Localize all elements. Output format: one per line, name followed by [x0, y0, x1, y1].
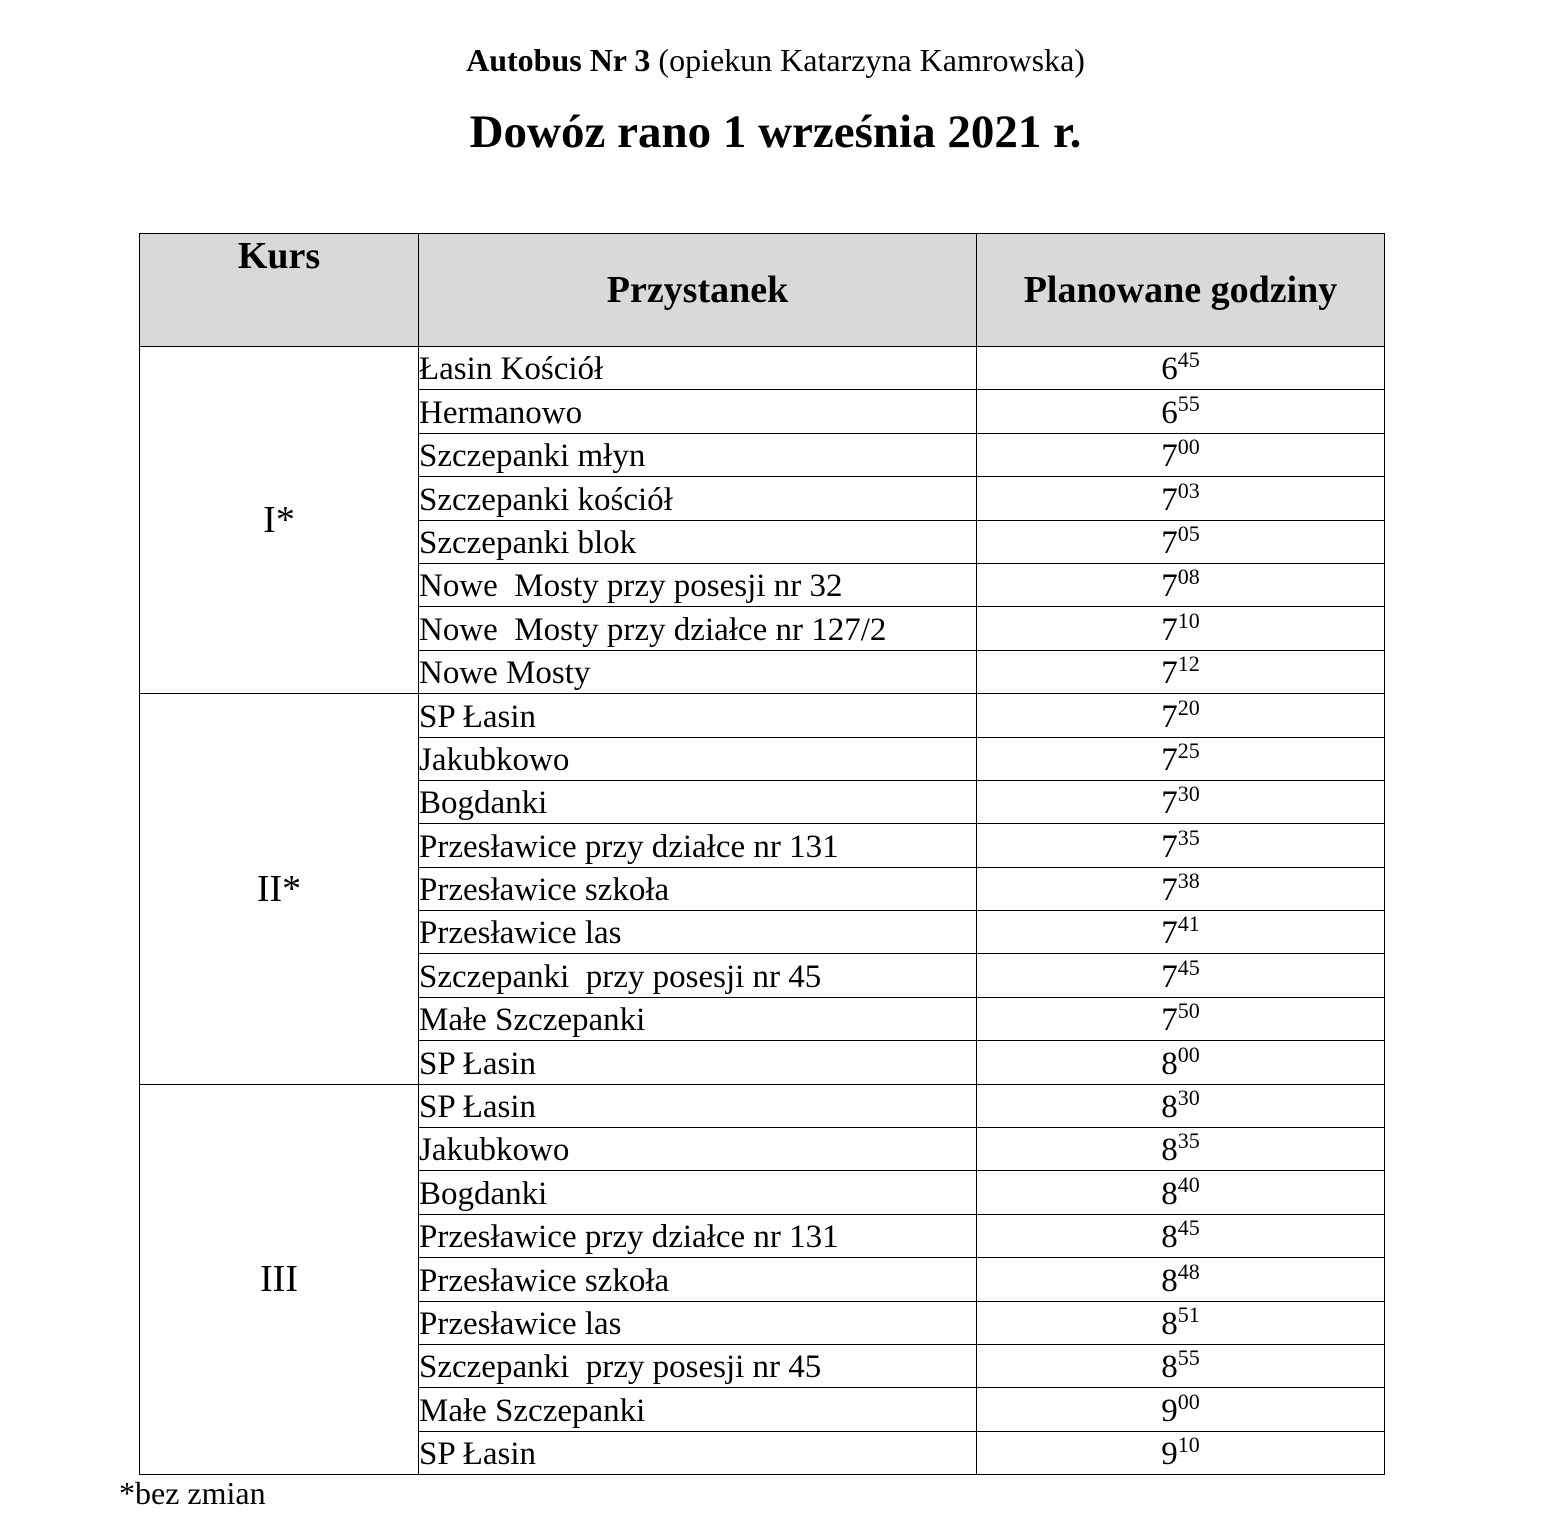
- planned-time: [977, 347, 1385, 390]
- time-minute: 55: [1177, 1345, 1200, 1371]
- time-minute: 35: [1177, 1128, 1200, 1154]
- planned-time: [977, 737, 1385, 780]
- column-header-przystanek: Przystanek: [419, 234, 977, 347]
- stop-name: Przesławice szkoła: [419, 867, 977, 910]
- time-hour: 8: [1161, 1305, 1178, 1342]
- time-hour: 7: [1161, 568, 1178, 605]
- time-hour: 8: [1161, 1349, 1178, 1386]
- time-hour: 6: [1161, 394, 1178, 431]
- schedule-table: [139, 233, 1385, 1475]
- stop-name: Bogdanki: [419, 1171, 977, 1214]
- stop-name: Bogdanki: [419, 780, 977, 823]
- table-row: [140, 347, 1385, 390]
- time-hour: 7: [1161, 915, 1178, 952]
- time-hour: 7: [1161, 872, 1178, 909]
- time-hour: 7: [1161, 611, 1178, 648]
- course-label: III: [140, 1084, 419, 1475]
- stop-name: Przesławice las: [419, 911, 977, 954]
- bus-subtitle: [0, 42, 1551, 79]
- time-minute: 41: [1177, 911, 1200, 937]
- planned-time: [977, 1214, 1385, 1257]
- time-hour: 7: [1161, 741, 1178, 778]
- stop-name: Szczepanki młyn: [419, 433, 977, 476]
- time-minute: 00: [1177, 434, 1200, 460]
- stop-name: SP Łasin: [419, 694, 977, 737]
- stop-name: Przesławice szkoła: [419, 1258, 977, 1301]
- time-minute: 00: [1177, 1041, 1200, 1067]
- time-minute: 08: [1177, 564, 1200, 590]
- time-minute: 30: [1177, 1085, 1200, 1111]
- time-minute: 00: [1177, 1388, 1200, 1414]
- planned-time: [977, 477, 1385, 520]
- footnote: *bez zmian: [119, 1475, 266, 1511]
- time-hour: 8: [1161, 1175, 1178, 1212]
- time-minute: 30: [1177, 781, 1200, 807]
- stop-name: Szczepanki przy posesji nr 45: [419, 1344, 977, 1387]
- time-hour: 7: [1161, 655, 1178, 692]
- planned-time: [977, 694, 1385, 737]
- time-hour: 9: [1161, 1392, 1178, 1429]
- time-hour: 9: [1161, 1436, 1178, 1473]
- planned-time: [977, 1431, 1385, 1474]
- time-minute: 55: [1177, 390, 1200, 416]
- time-minute: 20: [1177, 694, 1200, 720]
- planned-time: [977, 911, 1385, 954]
- planned-time: [977, 607, 1385, 650]
- schedule-body: [140, 347, 1385, 1475]
- time-hour: 8: [1161, 1089, 1178, 1126]
- time-hour: 7: [1161, 698, 1178, 735]
- time-hour: 7: [1161, 1002, 1178, 1039]
- guardian-label: (opiekun Katarzyna Kamrowska): [658, 42, 1085, 78]
- time-minute: 48: [1177, 1258, 1200, 1284]
- stop-name: Szczepanki kościół: [419, 477, 977, 520]
- planned-time: [977, 1084, 1385, 1127]
- time-hour: 7: [1161, 481, 1178, 518]
- table-header-row: [140, 234, 1385, 347]
- time-minute: 40: [1177, 1171, 1200, 1197]
- planned-time: [977, 780, 1385, 823]
- time-minute: 25: [1177, 737, 1200, 763]
- stop-name: Małe Szczepanki: [419, 997, 977, 1040]
- planned-time: [977, 433, 1385, 476]
- time-minute: 45: [1177, 1215, 1200, 1241]
- time-minute: 12: [1177, 651, 1200, 677]
- stop-name: Małe Szczepanki: [419, 1388, 977, 1431]
- time-minute: 50: [1177, 998, 1200, 1024]
- page-title: Dowóz rano 1 września 2021 r.: [469, 106, 1082, 158]
- time-hour: 8: [1161, 1132, 1178, 1169]
- planned-time: [977, 867, 1385, 910]
- stop-name: SP Łasin: [419, 1431, 977, 1474]
- course-label: II*: [140, 694, 419, 1085]
- stop-name: Łasin Kościół: [419, 347, 977, 390]
- stop-name: Szczepanki przy posesji nr 45: [419, 954, 977, 997]
- time-minute: 35: [1177, 824, 1200, 850]
- time-hour: 8: [1161, 1045, 1178, 1082]
- time-hour: 7: [1161, 958, 1178, 995]
- time-minute: 05: [1177, 520, 1200, 546]
- stop-name: Przesławice las: [419, 1301, 977, 1344]
- time-minute: 51: [1177, 1301, 1200, 1327]
- stop-name: Nowe Mosty przy posesji nr 32: [419, 563, 977, 606]
- time-minute: 45: [1177, 954, 1200, 980]
- table-row: [140, 694, 1385, 737]
- planned-time: [977, 520, 1385, 563]
- stop-name: Nowe Mosty przy działce nr 127/2: [419, 607, 977, 650]
- column-header-godziny: Planowane godziny: [977, 234, 1385, 347]
- planned-time: [977, 1301, 1385, 1344]
- time-minute: 10: [1177, 607, 1200, 633]
- bus-label: Autobus Nr 3: [466, 42, 651, 78]
- stop-name: Nowe Mosty: [419, 650, 977, 693]
- column-header-kurs: Kurs: [140, 234, 419, 347]
- stop-name: SP Łasin: [419, 1084, 977, 1127]
- time-minute: 45: [1177, 347, 1200, 373]
- stop-name: Przesławice przy działce nr 131: [419, 824, 977, 867]
- planned-time: [977, 1041, 1385, 1084]
- planned-time: [977, 1171, 1385, 1214]
- time-hour: 8: [1161, 1262, 1178, 1299]
- planned-time: [977, 650, 1385, 693]
- stop-name: Szczepanki blok: [419, 520, 977, 563]
- time-hour: 8: [1161, 1219, 1178, 1256]
- planned-time: [977, 1128, 1385, 1171]
- stop-name: Hermanowo: [419, 390, 977, 433]
- planned-time: [977, 1388, 1385, 1431]
- time-minute: 38: [1177, 868, 1200, 894]
- time-hour: 7: [1161, 524, 1178, 561]
- planned-time: [977, 1344, 1385, 1387]
- stop-name: Jakubkowo: [419, 737, 977, 780]
- planned-time: [977, 997, 1385, 1040]
- planned-time: [977, 1258, 1385, 1301]
- planned-time: [977, 824, 1385, 867]
- time-minute: 03: [1177, 477, 1200, 503]
- course-label: I*: [140, 347, 419, 694]
- time-hour: 7: [1161, 438, 1178, 475]
- time-hour: 6: [1161, 351, 1178, 388]
- time-hour: 7: [1161, 828, 1178, 865]
- planned-time: [977, 390, 1385, 433]
- planned-time: [977, 563, 1385, 606]
- time-hour: 7: [1161, 785, 1178, 822]
- planned-time: [977, 954, 1385, 997]
- time-minute: 10: [1177, 1432, 1200, 1458]
- stop-name: Jakubkowo: [419, 1128, 977, 1171]
- table-row: [140, 1084, 1385, 1127]
- stop-name: Przesławice przy działce nr 131: [419, 1214, 977, 1257]
- stop-name: SP Łasin: [419, 1041, 977, 1084]
